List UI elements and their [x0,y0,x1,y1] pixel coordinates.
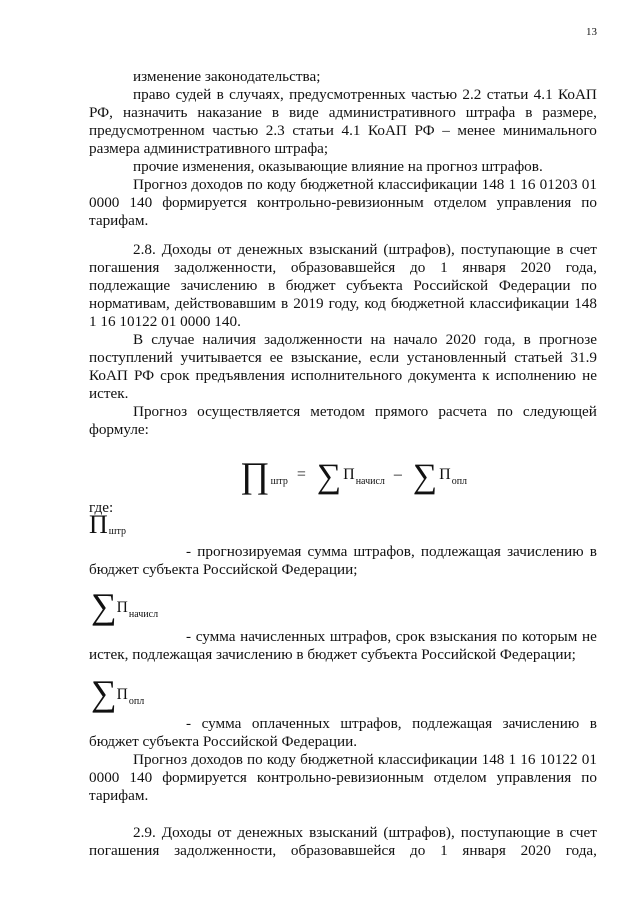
word: в [556,241,564,258]
word: 148 [481,751,505,768]
formula-term-base: П [343,466,355,483]
text-line [89,842,597,860]
word: 148 [481,176,505,193]
word: зачислению [507,543,584,560]
text-line [133,824,597,842]
word: назначить [122,104,188,121]
word: в [280,295,289,312]
word: бюджет [285,277,336,294]
word: коду [266,751,297,768]
text-line [133,241,597,259]
word: сумма [307,543,348,560]
word: размере, [542,104,597,121]
word: бюджетной [300,176,374,193]
word: в [525,104,533,121]
text-line: тарифам. [89,787,149,804]
word: (штрафов), [383,241,455,258]
text-line [89,277,597,295]
word: 1 [508,751,517,768]
word: 140 [129,769,153,786]
word: начисленных [240,628,326,645]
word: денежных [237,824,304,841]
word: отделом [433,769,487,786]
word: подлежащая [412,715,493,732]
text-line [186,715,597,733]
symbol-base: П [116,686,128,703]
word: поступающие [460,241,551,258]
word: классификации [377,176,478,193]
word: бюджетной [300,751,374,768]
symbol-subscript: опл [128,696,145,707]
word: Российской [413,277,489,294]
text-line: 1 16 10122 01 0000 140. [89,313,241,330]
word: - [186,543,192,560]
word: по [247,751,263,768]
word: по [581,277,597,294]
word: 2020 [520,259,551,276]
text-line [133,403,597,421]
word: минимального [502,122,597,139]
word: погашения [89,842,160,859]
text-line: изменение законодательства; [133,68,321,85]
word: 1 [440,842,448,859]
word: образовавшейся [290,259,396,276]
word: доходов [191,751,243,768]
text-line [89,122,597,140]
word: в [589,543,597,560]
word: 01 [581,176,597,193]
word: не [582,367,597,384]
word: установленный [406,349,507,366]
word: формируется [162,194,247,211]
word: взыскания [429,628,497,645]
word: статьи [292,122,334,139]
word: в [271,104,280,121]
word: подлежащие [89,277,171,294]
word: от [217,241,232,258]
word: - [186,715,192,732]
word: в [216,86,224,103]
word: контрольно-ревизионным [256,769,424,786]
text-line: истек, подлежащая зачислению в бюджет субъекта Российской Федерации; [89,646,576,663]
word: на [370,331,386,348]
word: по [247,176,263,193]
word: года, [565,842,597,859]
word: случаях, [229,86,284,103]
word: штрафов, [340,715,402,732]
word: классификации [469,295,570,312]
word: РФ, [89,104,113,121]
sum-symbol: ∑ [316,458,342,495]
word: взыскание, [290,349,362,366]
word: сумма [195,628,236,645]
word: субъекта [346,277,403,294]
word: сумма [201,715,242,732]
word: прогнозируемая [197,543,302,560]
formula-term-subscript: опл [451,476,468,487]
word: подлежащая [420,543,501,560]
word: действовавшим [174,295,276,312]
word: 148 [574,295,597,312]
word: по [581,194,597,211]
text-line: формуле: [89,421,149,438]
symbol-subscript: начисл [128,609,159,620]
word: зачислению [502,715,580,732]
symbol-popl [91,675,144,711]
word: 01203 [539,176,578,193]
word: 2.3 [265,122,285,139]
word: статьей [514,349,563,366]
text-line [89,349,597,367]
word: 0000 [89,194,120,211]
word: 16 [520,751,536,768]
word: Прогноз [133,403,188,420]
word: 4.1 [341,122,361,139]
word: осуществляется [197,403,301,420]
word: управления [496,769,572,786]
sum-symbol: ∑ [91,673,117,713]
word: менее [457,122,496,139]
equals-sign: = [296,466,306,483]
word: доходов [191,176,243,193]
word: до [409,842,426,859]
word: контрольно-ревизионным [256,194,424,211]
text-line: прочие изменения, оказывающие влияние на прогноз штрафов. [133,158,543,175]
page-number: 13 [586,26,597,38]
word: предъявления [195,367,285,384]
text-line [133,86,597,104]
text-line: где: [89,499,114,516]
text-line [186,543,597,561]
word: года, [565,259,597,276]
word: по [501,628,518,645]
word: 2.2 [462,86,482,103]
word: оплаченных [251,715,330,732]
text-line [133,176,597,194]
word: исполнительного [290,367,403,384]
word: - [186,628,192,645]
word: 2020 [520,842,551,859]
word: году, [328,295,360,312]
word: наказание [197,104,262,121]
formula-lhs-subscript: штр [270,476,288,487]
word: к [482,367,490,384]
word: наличия [202,331,256,348]
sum-symbol: ∑ [91,586,117,626]
word: счет [569,824,597,841]
word: по [581,769,597,786]
word: 16 [520,176,536,193]
text-line: размера административного штрафа; [89,140,329,157]
text-line [89,295,597,313]
word: 0000 [89,769,120,786]
word: ее [269,349,284,366]
word: административного [328,104,456,121]
word: исполнению [495,367,577,384]
symbol-base: П [89,510,108,539]
word: документа [408,367,477,384]
word: частью [411,86,458,103]
word: КоАП [558,86,597,103]
text-line [89,769,597,787]
word: код [364,295,386,312]
text-line [89,259,597,277]
product-symbol: ∏ [240,455,270,495]
word: формируется [162,769,247,786]
word: в [556,824,564,841]
text-line [133,751,597,769]
word: нормативам, [89,295,170,312]
formula-term-base: П [439,466,451,483]
word: КоАП [368,122,407,139]
word: Федерации [498,277,571,294]
word: которым [521,628,578,645]
text-line: тарифам. [89,212,149,229]
symbol-pshtr [89,512,126,538]
word: года, [484,331,516,348]
word: статьи [486,86,529,103]
word: зачислению [180,277,258,294]
symbol-subscript: штр [108,526,126,537]
word: В [133,331,144,348]
symbol-pnachisl [91,588,158,624]
word: 140 [129,194,153,211]
formula-term-subscript: начисл [355,476,385,487]
word: случае [151,331,195,348]
word: прямого [374,403,429,420]
text-line: бюджет субъекта Российской Федерации; [89,561,358,578]
word: бюджетной [390,295,465,312]
word: прогнозе [538,331,597,348]
word: (штрафов), [383,824,455,841]
word: начало [393,331,438,348]
word: 2.9. [133,824,156,841]
word: января [462,842,506,859]
word: Прогноз [133,176,188,193]
word: штрафов, [353,543,415,560]
word: в [589,715,597,732]
word: взысканий [309,824,378,841]
word: следующей [522,403,597,420]
symbol-base: П [116,599,128,616]
word: 2020 [445,331,477,348]
word: по [497,403,513,420]
word: погашения [89,259,160,276]
word: виде [289,104,319,121]
word: штрафов, [329,628,392,645]
word: января [462,259,506,276]
text-line [89,194,597,212]
word: управления [496,194,572,211]
word: от [217,824,232,841]
minus-sign: – [393,466,402,483]
text-line [89,367,597,385]
word: учитывается [180,349,262,366]
word: 1 [440,259,448,276]
word: если [369,349,400,366]
word: 2.8. [133,241,156,258]
word: судей [175,86,212,103]
forecast-formula [240,454,467,496]
word: частью [212,122,259,139]
word: денежных [237,241,304,258]
text-line [89,104,597,122]
word: до [409,259,426,276]
word: срок [160,367,190,384]
word: предусмотренных [289,86,406,103]
word: Прогноз [133,751,188,768]
word: поступающие [460,824,551,841]
word: КоАП [89,367,128,384]
text-line: истек. [89,385,129,402]
word: образовавшейся [290,842,396,859]
word: право [133,86,171,103]
word: в [267,277,276,294]
word: расчета [438,403,488,420]
word: Доходы [161,241,212,258]
word: штрафа [465,104,516,121]
word: 10122 [539,751,578,768]
text-line: бюджет субъекта Российской Федерации. [89,733,358,750]
word: – [442,122,450,139]
word: взысканий [309,241,378,258]
word: 2019 [293,295,324,312]
word: не [582,628,597,645]
sum-symbol: ∑ [412,458,438,495]
word: отделом [433,194,487,211]
word: 31.9 [570,349,597,366]
word: РФ [414,122,435,139]
word: в [523,331,531,348]
word: 4.1 [533,86,553,103]
word: поступлений [89,349,173,366]
text-line [133,331,597,349]
word: классификации [377,751,478,768]
word: 01 [581,751,597,768]
text-line [186,628,597,646]
word: РФ [133,367,155,384]
word: счет [569,241,597,258]
word: 1 [508,176,517,193]
word: методом [310,403,365,420]
word: срок [395,628,426,645]
word: Доходы [161,824,212,841]
word: коду [266,176,297,193]
word: предусмотренном [89,122,205,139]
word: задолженности, [174,842,277,859]
word: задолженности [264,331,363,348]
word: задолженности, [174,259,277,276]
